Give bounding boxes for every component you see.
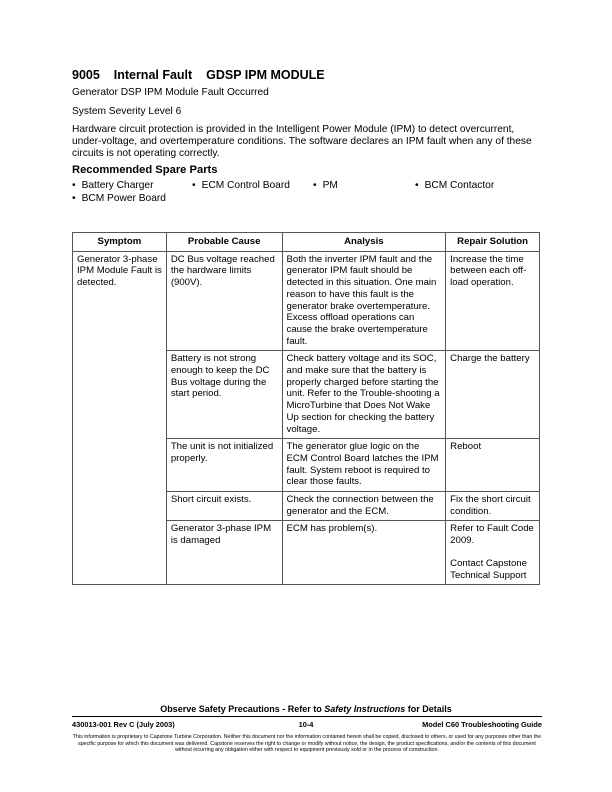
cause-cell: The unit is not initialized properly. [166,439,282,492]
spare-part-item: • BCM Contactor [415,180,494,191]
fault-description: Hardware circuit protection is provided in the Intelligent Power Module (IPM) to detect overcurrent, under-voltage, and overtemperature conditions. The software declares an IPM fault when any of these circuits is not operating correctly. [72,124,532,159]
fault-subtitle: Generator DSP IPM Module Fault Occurred [72,87,269,98]
solution-text: Refer to Fault Code 2009. [450,523,534,547]
cause-cell: Generator 3-phase IPM is damaged [166,521,282,585]
spare-part-item: • PM [313,180,338,191]
analysis-cell: Check battery voltage and its SOC, and make sure that the battery is properly charged before starting the unit. Refer to the Trouble-shooting a MicroTurbine that Does Not Wake Up section for checking the battery voltage. [282,351,446,439]
severity-level: System Severity Level 6 [72,106,182,117]
cause-cell: DC Bus voltage reached the hardware limits (900V). [166,251,282,351]
spare-parts-heading: Recommended Spare Parts [72,164,218,176]
analysis-cell: ECM has problem(s). [282,521,446,585]
analysis-cell: Both the inverter IPM fault and the generator IPM fault should be detected in this situation. One main reason to have this fault is the generator brake overtemperature. Excess offload operations can cause the brake overtemperature fault. [282,251,446,351]
safety-note [0,704,612,714]
table-header-row [73,233,540,252]
safety-note-suffix: for Details [405,704,452,714]
spare-part-item: • ECM Control Board [192,180,290,191]
fault-code: 9005 [72,68,100,82]
cause-cell: Battery is not strong enough to keep the DC Bus voltage during the start period. [166,351,282,439]
symptom-cell: Generator 3-phase IPM Module Fault is detected. [73,251,167,585]
troubleshooting-table [72,232,540,585]
analysis-cell: Check the connection between the generator and the ECM. [282,492,446,521]
solution-cell: Charge the battery [446,351,540,439]
safety-instructions-reference: Safety Instructions [324,704,406,714]
proprietary-disclaimer: This information is proprietary to Capstone Turbine Corporation. Neither this document nor the information contained herein shall be copied, disclosed to others, or used for any purposes other than the specific purpose for which this document was delivered. Capstone reserves the right to change or modify without notice, the design, the product specifications, and/or the contents of this document without incurring any obligation either with respect to equipment previously sold or in the process of construction. [72,734,542,753]
spare-part-item: • Battery Charger [72,180,154,191]
analysis-cell: The generator glue logic on the ECM Control Board latches the IPM fault. System reboot is required to clear those faults. [282,439,446,492]
column-header-symptom: Symptom [73,233,167,252]
page-title [72,68,325,82]
document-id: 430013-001 Rev C (July 2003) [72,720,175,729]
cause-cell: Short circuit exists. [166,492,282,521]
column-header-probable-cause: Probable Cause [166,233,282,252]
guide-title: Model C60 Troubleshooting Guide [422,720,542,729]
fault-category: Internal Fault [113,68,193,82]
solution-contact-text: Contact Capstone Technical Support [450,557,527,581]
table-row [73,251,540,351]
fault-module: GDSP IPM MODULE [206,68,325,82]
spare-part-item: • BCM Power Board [72,193,166,204]
page-number: 10-4 [298,720,314,729]
column-header-analysis: Analysis [282,233,446,252]
safety-note-prefix: Observe Safety Precautions - Refer to [160,704,325,714]
solution-cell: Increase the time between each off-load operation. [446,251,540,351]
footer-divider [72,716,542,717]
solution-cell: Fix the short circuit condition. [446,492,540,521]
solution-cell [446,521,540,585]
column-header-repair-solution: Repair Solution [446,233,540,252]
solution-cell: Reboot [446,439,540,492]
